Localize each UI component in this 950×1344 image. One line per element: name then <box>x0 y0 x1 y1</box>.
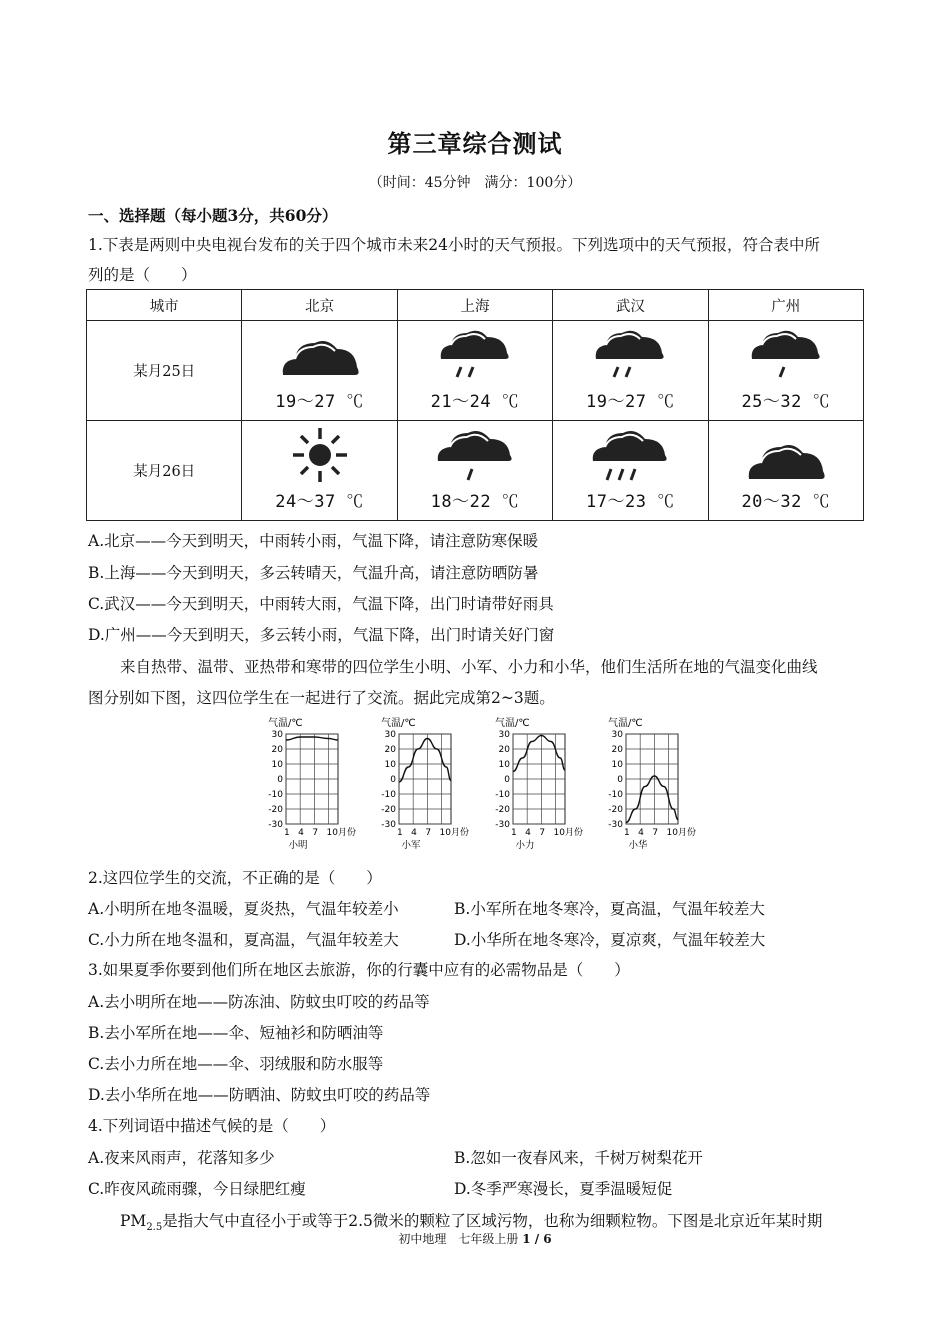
option-b: B.去小军所在地——伞、短袖衫和防晒油等 <box>88 1024 384 1042</box>
x-tick-label: 1 <box>397 828 403 838</box>
x-tick-label: 1 <box>511 828 517 838</box>
temp-range: 21～24 ℃ <box>430 392 520 412</box>
exam-info: （时间：45分钟 满分：100分） <box>368 175 582 191</box>
light-rain-icon <box>746 325 826 387</box>
page-number: 1 / 6 <box>522 1232 552 1246</box>
x-tick-label: 10月份 <box>326 828 356 838</box>
y-tick-label: -20 <box>495 805 510 815</box>
q4-stem: 4.下列词语中描述气候的是（ ） <box>88 1117 336 1135</box>
page-footer <box>0 1230 950 1247</box>
y-tick-label: 0 <box>617 775 623 785</box>
option-c: C.小力所在地冬温和，夏高温，气温年较差大 <box>88 931 399 949</box>
y-axis-label: 气温/℃ <box>268 718 303 729</box>
option-c: C.武汉——今天到明天，中雨转大雨，气温下降，出门时请带好雨具 <box>88 595 554 613</box>
y-tick-label: -20 <box>608 805 623 815</box>
temp-range: 24～37 ℃ <box>275 492 364 512</box>
chart-title: 小力 <box>515 840 535 851</box>
y-tick-label: 0 <box>277 775 283 785</box>
x-tick-label: 10月份 <box>666 828 696 838</box>
option-d: D.冬季严寒漫长，夏季温暖短促 <box>454 1180 673 1198</box>
table-row <box>87 421 864 521</box>
temperature-curve <box>626 776 678 823</box>
x-tick-label: 7 <box>652 828 659 838</box>
chart-xiaojun <box>371 716 481 856</box>
option-d: D.去小华所在地——防晒油、防蚊虫叮咬的药品等 <box>88 1086 431 1104</box>
pm-text: 是指大气中直径小于或等于2.5微米的颗粒了区域污物，也称为细颗粒物。下图是北京近年某时期 <box>162 1212 823 1230</box>
pm-subscript: 2.5 <box>146 1222 163 1234</box>
rain-icon <box>590 325 670 387</box>
x-tick-label: 7 <box>425 828 432 838</box>
option-c: C.去小力所在地——伞、羽绒服和防水服等 <box>88 1055 384 1073</box>
y-tick-label: 30 <box>611 730 623 740</box>
y-tick-label: -20 <box>268 805 283 815</box>
y-tick-label: -30 <box>381 820 396 830</box>
x-tick-label: 4 <box>298 828 304 838</box>
table-header-cell: 北京 <box>242 290 397 321</box>
heavy-rain-icon <box>587 425 673 489</box>
temperature-charts <box>258 716 698 856</box>
y-tick-label: 30 <box>271 730 283 740</box>
x-tick-label: 4 <box>411 828 417 838</box>
y-tick-label: -10 <box>268 790 283 800</box>
option-a: A.北京——今天到明天，中雨转小雨，气温下降，请注意防寒保暖 <box>88 532 539 550</box>
section-heading: 一、选择题（每小题3分，共60分） <box>88 206 338 225</box>
y-tick-label: 10 <box>271 760 283 770</box>
option-c: C.昨夜风疏雨骤，今日绿肥红瘦 <box>88 1180 306 1198</box>
option-d: D.广州——今天到明天，多云转小雨，气温下降，出门时请关好门窗 <box>88 626 555 644</box>
y-tick-label: 10 <box>498 760 510 770</box>
y-tick-label: 10 <box>384 760 396 770</box>
x-tick-label: 1 <box>284 828 290 838</box>
y-tick-label: 30 <box>384 730 396 740</box>
table-row <box>87 321 864 421</box>
date-cell: 某月26日 <box>87 421 242 521</box>
x-tick-label: 1 <box>624 828 630 838</box>
table-header-cell: 上海 <box>397 290 552 321</box>
y-tick-label: 0 <box>504 775 510 785</box>
pm-prefix: PM <box>120 1212 147 1230</box>
y-tick-label: -30 <box>608 820 623 830</box>
temp-range: 17～23 ℃ <box>586 492 675 512</box>
q1-stem-line1: 1.下表是两则中央电视台发布的关于四个城市未来24小时的天气预报。下列选项中的天气预报，符合表中所 <box>88 236 821 254</box>
y-tick-label: -10 <box>608 790 623 800</box>
option-d: D.小华所在地冬寒冷，夏凉爽，气温年较差大 <box>454 931 766 949</box>
intro-line1: 来自热带、温带、亚热带和寒带的四位学生小明、小军、小力和小华，他们生活所在地的气温变化曲线 <box>120 658 818 676</box>
cloudy-icon <box>741 431 831 491</box>
cloudy-icon <box>275 327 365 387</box>
date-cell: 某月25日 <box>87 321 242 421</box>
rain-icon <box>435 325 515 387</box>
chart-xiaoming <box>258 716 368 856</box>
option-a: A.夜来风雨声，花落知多少 <box>88 1149 275 1167</box>
y-tick-label: -20 <box>381 805 396 815</box>
q3-stem: 3.如果夏季你要到他们所在地区去旅游，你的行囊中应有的必需物品是（ ） <box>88 961 630 979</box>
temp-range: 25～32 ℃ <box>741 392 831 412</box>
chart-title: 小华 <box>628 840 648 851</box>
y-tick-label: -30 <box>495 820 510 830</box>
y-axis-label: 气温/℃ <box>381 718 416 729</box>
y-tick-label: 20 <box>271 745 283 755</box>
y-axis-label: 气温/℃ <box>608 718 643 729</box>
footer-text: 初中地理 七年级上册 <box>398 1232 519 1246</box>
y-tick-label: 20 <box>498 745 510 755</box>
table-header-cell: 城市 <box>87 290 242 321</box>
y-tick-label: -30 <box>268 820 283 830</box>
intro-line2: 图分别如下图，这四位学生在一起进行了交流。据此完成第2~3题。 <box>88 689 555 707</box>
y-tick-label: 30 <box>498 730 510 740</box>
chart-xiaoli <box>485 716 595 856</box>
y-tick-label: -10 <box>495 790 510 800</box>
temperature-curve <box>513 736 565 772</box>
x-tick-label: 4 <box>638 828 644 838</box>
q2-stem: 2.这四位学生的交流，不正确的是（ ） <box>88 869 382 887</box>
q1-stem-line2: 列的是（ ） <box>88 266 197 284</box>
x-tick-label: 7 <box>312 828 319 838</box>
option-a: A.小明所在地冬温暖，夏炎热，气温年较差小 <box>88 900 399 918</box>
x-tick-label: 10月份 <box>439 828 469 838</box>
y-tick-label: -10 <box>381 790 396 800</box>
option-b: B.小军所在地冬寒冷，夏高温，气温年较差大 <box>454 900 765 918</box>
chart-title: 小军 <box>401 840 421 851</box>
option-b: B.忽如一夜春风来，千树万树梨花开 <box>454 1149 703 1167</box>
temperature-curve <box>399 739 451 783</box>
x-tick-label: 7 <box>539 828 546 838</box>
option-b: B.上海——今天到明天，多云转晴天，气温升高，请注意防晒防暑 <box>88 564 539 582</box>
temp-range: 18～22 ℃ <box>430 492 520 512</box>
x-tick-label: 4 <box>525 828 531 838</box>
x-tick-label: 10月份 <box>553 828 583 838</box>
weather-table <box>86 289 864 521</box>
light-rain-icon <box>432 425 518 489</box>
page-title: 第三章综合测试 <box>387 129 563 158</box>
temperature-curve <box>286 737 338 740</box>
y-tick-label: 0 <box>390 775 396 785</box>
temp-range: 19～27 ℃ <box>275 392 364 412</box>
table-header-cell: 广州 <box>708 290 863 321</box>
sun-icon <box>290 425 350 485</box>
y-tick-label: 20 <box>384 745 396 755</box>
temp-range: 20～32 ℃ <box>741 492 831 512</box>
temp-range: 19～27 ℃ <box>586 392 675 412</box>
table-header-cell: 武汉 <box>553 290 708 321</box>
y-tick-label: 20 <box>611 745 623 755</box>
option-a: A.去小明所在地——防冻油、防蚊虫叮咬的药品等 <box>88 993 430 1011</box>
chart-title: 小明 <box>288 840 308 851</box>
y-axis-label: 气温/℃ <box>495 718 530 729</box>
chart-xiaohua <box>598 716 708 856</box>
y-tick-label: 10 <box>611 760 623 770</box>
